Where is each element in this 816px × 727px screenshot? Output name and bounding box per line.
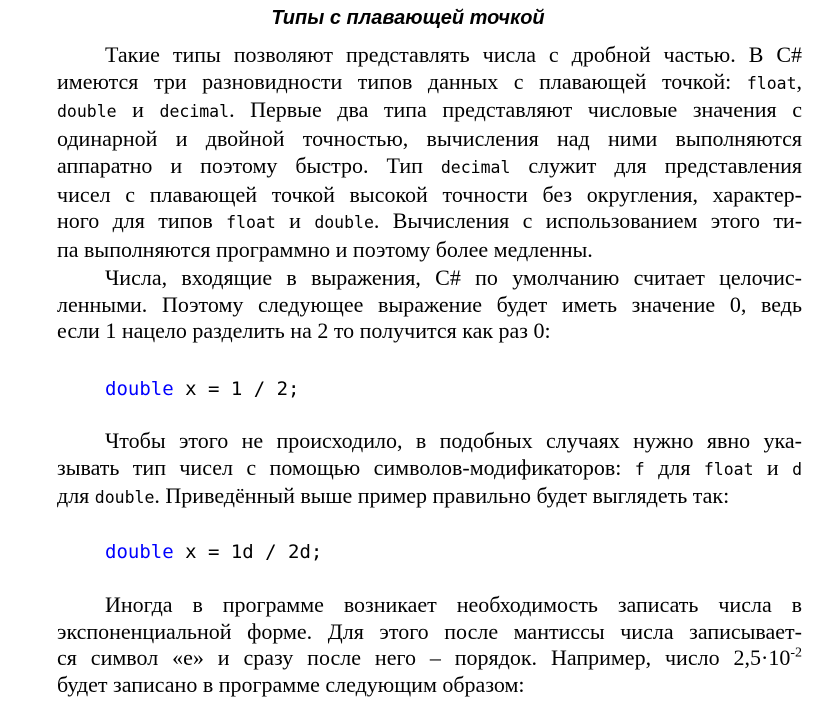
text-line: экспоненциальной форме. Для этого после мантиссы числа записывает- <box>57 618 802 644</box>
text-line: Иногда в программе возникает необходимость записать числа в <box>105 592 802 617</box>
paragraph-intro <box>57 42 802 264</box>
text-line: Такие типы позволяют представлять числа с дробной частью. В C# <box>105 42 802 67</box>
code-token: d <box>792 459 803 479</box>
text-line: Числа, входящие в выражения, C# по умолчанию считает целочис- <box>105 265 802 290</box>
text-line: ленными. Поэтому следующее выражение будет иметь значение 0, ведь <box>57 291 802 317</box>
text-line: зывать тип чисел с помощью символов-модификаторов: f для float и d <box>57 454 803 480</box>
code-example-1 <box>105 376 299 402</box>
section-title: Типы с плавающей точкой <box>271 7 545 29</box>
code-token: float <box>703 459 754 479</box>
code-token: f <box>634 459 645 479</box>
text-line: Чтобы этого не происходило, в подобных случаях нужно явно ука- <box>105 428 802 453</box>
code-token: float <box>746 73 797 93</box>
text-line: double и decimal. Первые два типа представляют числовые значения с <box>57 97 802 123</box>
text-line: будет записано в программе следующим образом: <box>57 672 525 698</box>
code-token: double <box>314 213 374 233</box>
paragraph-integer-division <box>57 265 802 345</box>
code-keyword: double <box>105 378 174 400</box>
text-line: ся символ «e» и сразу после него – порядок. Например, число $2,5\cdot 10^{-2}$ <box>57 645 802 671</box>
text-line: если 1 нацело разделить на 2 то получится как раз 0: <box>57 318 551 344</box>
code-text: x = 1d / 2d; <box>173 541 323 563</box>
paragraph-modifiers <box>57 428 802 512</box>
text-line: для double. Приведённый выше пример правильно будет выглядеть так: <box>57 483 730 509</box>
text-line: па выполняются программно и поэтому более медленны. <box>57 236 593 262</box>
code-token: float <box>226 213 276 233</box>
code-text: x = 1 / 2; <box>173 378 300 400</box>
code-token: double <box>57 102 117 122</box>
paragraph-exponential <box>57 592 802 699</box>
code-keyword: double <box>105 541 174 563</box>
text-line: аппаратно и поэтому быстро. Тип decimal служит для представления <box>57 152 803 178</box>
code-token: double <box>94 488 155 508</box>
code-token: decimal <box>159 102 230 122</box>
text-line: ного для типов float и double. Вычисления с использованием этого ти- <box>57 208 803 234</box>
text-line: одинарной и двойной точностью, вычисления над ними выполняются <box>57 126 802 152</box>
text-line: чисел с плавающей точкой высокой точности без округления, характер- <box>57 181 802 207</box>
code-token: decimal <box>440 157 511 177</box>
code-example-2 <box>105 539 322 565</box>
exponent: -2 <box>790 646 802 662</box>
text-line: имеются три разновидности типов данных с плавающей точкой: float, <box>57 68 802 94</box>
